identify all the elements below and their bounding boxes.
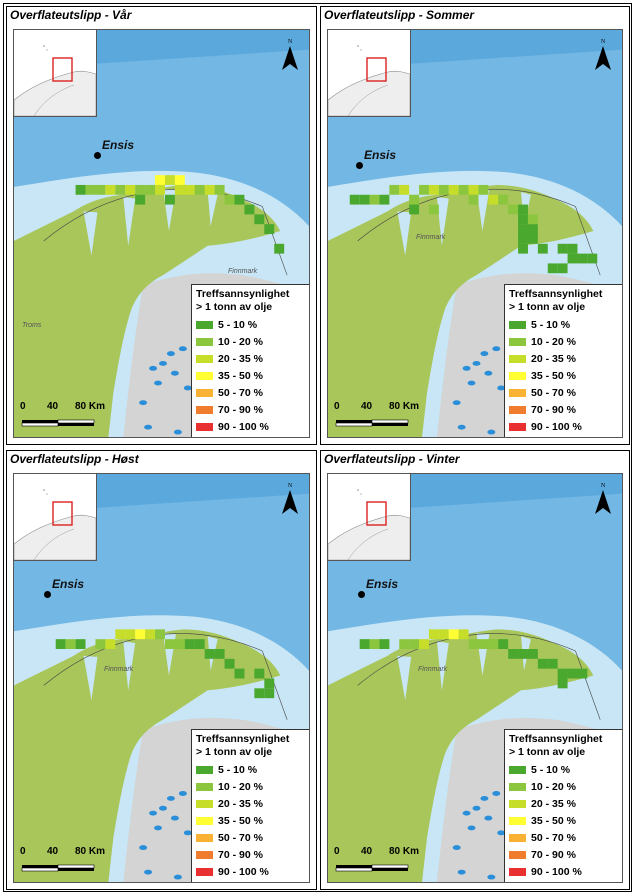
lake — [149, 366, 157, 371]
hit-cell — [264, 224, 274, 234]
hit-cell — [235, 195, 245, 205]
legend-label: 50 - 70 % — [531, 831, 576, 844]
legend-swatch — [509, 817, 526, 825]
lake — [139, 845, 147, 850]
legend-swatch — [196, 372, 213, 380]
scale-tick-80: 80 Km — [75, 401, 106, 412]
legend-swatch — [196, 406, 213, 414]
legend-label: 90 - 100 % — [218, 420, 269, 433]
map-area — [13, 29, 310, 438]
scale-tick-80: 80 Km — [389, 846, 420, 857]
lake — [492, 791, 500, 796]
legend-swatch — [196, 338, 213, 346]
legend-label: 50 - 70 % — [218, 831, 263, 844]
scale-tick-0: 0 — [20, 846, 26, 857]
legend-swatch — [509, 851, 526, 859]
legend-item — [509, 778, 618, 795]
legend — [504, 284, 622, 437]
legend-item — [196, 863, 305, 880]
hit-cell — [254, 669, 264, 679]
site-marker — [94, 152, 101, 159]
legend-label: 35 - 50 % — [531, 369, 576, 382]
hit-cell — [76, 639, 86, 649]
hit-cell — [399, 185, 409, 195]
hit-cell — [244, 205, 254, 215]
hit-cell — [498, 195, 508, 205]
legend-swatch — [196, 868, 213, 876]
hit-cell — [538, 244, 548, 254]
hit-cell — [419, 639, 429, 649]
hit-cell — [175, 185, 185, 195]
legend-item — [196, 333, 305, 350]
hit-cell — [125, 185, 135, 195]
hit-cell — [558, 263, 568, 273]
hit-cell — [518, 224, 528, 234]
north-arrow-icon — [592, 480, 614, 516]
hit-cell — [185, 185, 195, 195]
scale-tick-0: 0 — [334, 846, 340, 857]
hit-cell — [429, 629, 439, 639]
lake — [179, 346, 187, 351]
legend-item — [196, 384, 305, 401]
legend-label: 20 - 35 % — [218, 797, 263, 810]
legend-swatch — [509, 321, 526, 329]
legend-swatch — [196, 321, 213, 329]
legend-label: 5 - 10 % — [531, 763, 571, 776]
lake — [167, 796, 175, 801]
hit-cell — [488, 195, 498, 205]
region-label: Finnmark — [418, 666, 448, 673]
hit-cell — [518, 214, 528, 224]
legend-item — [509, 316, 618, 333]
legend-item — [509, 333, 618, 350]
lake — [463, 366, 471, 371]
site-label: Ensis — [52, 577, 85, 591]
legend-item — [196, 367, 305, 384]
lake — [492, 346, 500, 351]
lake — [473, 361, 481, 366]
legend — [191, 729, 309, 882]
north-label: N — [600, 39, 606, 45]
hit-cell — [528, 224, 538, 234]
overview-inset-map — [328, 30, 411, 117]
legend — [191, 284, 309, 437]
hit-cell — [577, 254, 587, 264]
hit-cell — [350, 195, 360, 205]
lake — [154, 381, 162, 386]
legend-swatch — [509, 372, 526, 380]
legend-item — [509, 418, 618, 435]
lake — [468, 381, 476, 386]
hit-cell — [235, 669, 245, 679]
lake — [458, 425, 466, 430]
hit-cell — [508, 649, 518, 659]
legend-swatch — [196, 766, 213, 774]
hit-cell — [155, 185, 165, 195]
lake — [453, 400, 461, 405]
legend-swatch — [509, 783, 526, 791]
lake — [167, 351, 175, 356]
hit-cell — [115, 185, 125, 195]
north-arrow-icon — [279, 36, 301, 72]
scale-tick-80: 80 Km — [75, 846, 106, 857]
hit-cell — [518, 234, 528, 244]
legend-item — [509, 795, 618, 812]
legend-title: Treffsannsynlighet — [509, 288, 603, 300]
lake — [174, 875, 182, 880]
legend-label: 10 - 20 % — [218, 780, 263, 793]
lake — [144, 425, 152, 430]
legend-item — [196, 418, 305, 435]
hit-cell — [165, 639, 175, 649]
hit-cell — [56, 639, 66, 649]
legend-swatch — [509, 406, 526, 414]
hit-cell — [165, 195, 175, 205]
lake — [484, 371, 492, 376]
scale-tick-40: 40 — [47, 401, 59, 412]
panel-title: Overflateutslipp - Vår — [10, 8, 132, 22]
map-panel — [320, 450, 630, 890]
scale-bar — [20, 401, 112, 427]
legend-label: 70 - 90 % — [531, 848, 576, 861]
hit-cell — [205, 185, 215, 195]
lake — [154, 825, 162, 830]
legend-label: 35 - 50 % — [218, 369, 263, 382]
hit-cell — [469, 195, 479, 205]
hit-cell — [254, 688, 264, 698]
hit-cell — [360, 639, 370, 649]
hit-cell — [370, 195, 380, 205]
hit-cell — [399, 639, 409, 649]
hit-cell — [145, 629, 155, 639]
legend-title: Treffsannsynlighet — [509, 733, 603, 745]
hit-cell — [429, 185, 439, 195]
legend-swatch — [196, 423, 213, 431]
hit-cell — [264, 688, 274, 698]
lake — [487, 430, 495, 435]
legend-swatch — [196, 834, 213, 842]
north-label: N — [287, 483, 293, 489]
lake — [480, 796, 488, 801]
hit-cell — [528, 214, 538, 224]
scale-tick-40: 40 — [47, 846, 59, 857]
hit-cell — [518, 649, 528, 659]
hit-cell — [360, 195, 370, 205]
site-label: Ensis — [364, 148, 397, 162]
lake — [468, 825, 476, 830]
legend-label: 20 - 35 % — [531, 352, 576, 365]
map-area — [327, 473, 623, 883]
panel-title: Overflateutslipp - Vinter — [324, 452, 460, 466]
hit-cell — [76, 185, 86, 195]
hit-cell — [225, 659, 235, 669]
legend-item — [509, 846, 618, 863]
legend-item — [509, 401, 618, 418]
hit-cell — [105, 639, 115, 649]
hit-cell — [86, 185, 96, 195]
site-marker — [358, 591, 365, 598]
hit-cell — [95, 639, 105, 649]
lake — [487, 875, 495, 880]
legend-label: 90 - 100 % — [218, 865, 269, 878]
legend-label: 20 - 35 % — [531, 797, 576, 810]
legend-swatch — [509, 766, 526, 774]
hit-cell — [135, 185, 145, 195]
legend-item — [196, 350, 305, 367]
legend-swatch — [509, 389, 526, 397]
hit-cell — [409, 639, 419, 649]
hit-cell — [155, 629, 165, 639]
hit-cell — [145, 185, 155, 195]
legend-subtitle: > 1 tonn av olje — [196, 301, 273, 313]
hit-cell — [439, 185, 449, 195]
hit-cell — [175, 639, 185, 649]
hit-cell — [449, 185, 459, 195]
scale-tick-0: 0 — [334, 401, 340, 412]
lake — [149, 811, 157, 816]
lake — [179, 791, 187, 796]
hit-cell — [568, 244, 578, 254]
hit-cell — [389, 185, 399, 195]
legend-item — [196, 316, 305, 333]
legend-label: 5 - 10 % — [531, 318, 571, 331]
hit-cell — [558, 244, 568, 254]
legend-item — [509, 350, 618, 367]
site-label: Ensis — [366, 577, 399, 591]
hit-cell — [587, 254, 597, 264]
panel-title: Overflateutslipp - Høst — [10, 452, 139, 466]
legend-label: 35 - 50 % — [531, 814, 576, 827]
hit-cell — [105, 185, 115, 195]
lake — [171, 371, 179, 376]
region-label: Finnmark — [228, 268, 258, 275]
legend-label: 5 - 10 % — [218, 763, 258, 776]
legend-swatch — [196, 389, 213, 397]
legend-subtitle: > 1 tonn av olje — [509, 301, 586, 313]
legend-label: 10 - 20 % — [531, 335, 576, 348]
scale-bar-graphic — [334, 419, 426, 427]
site-marker — [356, 162, 363, 169]
legend-item — [509, 812, 618, 829]
legend-item — [196, 846, 305, 863]
legend-swatch — [509, 338, 526, 346]
hit-cell — [225, 195, 235, 205]
overview-inset-map — [14, 30, 97, 117]
map-area — [327, 29, 623, 438]
hit-cell — [429, 205, 439, 215]
legend-swatch — [196, 800, 213, 808]
legend-label: 90 - 100 % — [531, 865, 582, 878]
hit-cell — [508, 205, 518, 215]
hit-cell — [215, 185, 225, 195]
lake — [144, 870, 152, 875]
legend — [504, 729, 622, 882]
overview-inset-map — [328, 474, 411, 561]
hit-cell — [488, 639, 498, 649]
legend-swatch — [196, 817, 213, 825]
hit-cell — [379, 639, 389, 649]
legend-swatch — [509, 834, 526, 842]
hit-cell — [478, 185, 488, 195]
hit-cell — [459, 185, 469, 195]
panel-title: Overflateutslipp - Sommer — [324, 8, 475, 22]
legend-label: 50 - 70 % — [531, 386, 576, 399]
site-marker — [44, 591, 51, 598]
scale-bar-graphic — [334, 864, 426, 872]
legend-label: 50 - 70 % — [218, 386, 263, 399]
hit-cell — [215, 649, 225, 659]
lake — [139, 400, 147, 405]
north-label: N — [287, 39, 293, 45]
lake — [473, 806, 481, 811]
hit-cell — [538, 659, 548, 669]
hit-cell — [568, 254, 578, 264]
hit-cell — [205, 649, 215, 659]
map-panel — [6, 450, 317, 890]
scale-bar-graphic — [20, 864, 112, 872]
legend-swatch — [196, 355, 213, 363]
legend-subtitle: > 1 tonn av olje — [509, 746, 586, 758]
hit-cell — [95, 185, 105, 195]
hit-cell — [419, 185, 429, 195]
lake — [453, 845, 461, 850]
lake — [484, 816, 492, 821]
scale-tick-40: 40 — [361, 401, 373, 412]
legend-item — [509, 384, 618, 401]
hit-cell — [135, 629, 145, 639]
legend-item — [196, 778, 305, 795]
map-panel — [320, 6, 630, 445]
legend-swatch — [509, 800, 526, 808]
hit-cell — [66, 639, 76, 649]
lake — [171, 816, 179, 821]
site-label: Ensis — [102, 138, 135, 152]
legend-title: Treffsannsynlighet — [196, 288, 290, 300]
hit-cell — [518, 244, 528, 254]
hit-cell — [548, 659, 558, 669]
hit-cell — [558, 678, 568, 688]
hit-cell — [449, 629, 459, 639]
legend-item — [196, 795, 305, 812]
hit-cell — [568, 669, 578, 679]
hit-cell — [195, 185, 205, 195]
scale-tick-40: 40 — [361, 846, 373, 857]
legend-label: 20 - 35 % — [218, 352, 263, 365]
scale-bar — [20, 846, 112, 872]
hit-cell — [115, 629, 125, 639]
scale-tick-80: 80 Km — [389, 401, 420, 412]
scale-bar — [334, 846, 426, 872]
map-panel — [6, 6, 317, 445]
hit-cell — [518, 205, 528, 215]
hit-cell — [165, 175, 175, 185]
hit-cell — [498, 639, 508, 649]
hit-cell — [558, 669, 568, 679]
map-area — [13, 473, 310, 883]
legend-item — [509, 829, 618, 846]
legend-label: 70 - 90 % — [218, 848, 263, 861]
legend-item — [196, 812, 305, 829]
legend-label: 35 - 50 % — [218, 814, 263, 827]
legend-swatch — [196, 783, 213, 791]
scale-tick-0: 0 — [20, 401, 26, 412]
lake — [174, 430, 182, 435]
legend-item — [196, 829, 305, 846]
hit-cell — [478, 639, 488, 649]
legend-title: Treffsannsynlighet — [196, 733, 290, 745]
lake — [159, 806, 167, 811]
legend-label: 70 - 90 % — [218, 403, 263, 416]
hit-cell — [409, 205, 419, 215]
hit-cell — [577, 669, 587, 679]
legend-label: 70 - 90 % — [531, 403, 576, 416]
legend-label: 10 - 20 % — [531, 780, 576, 793]
lake — [458, 870, 466, 875]
region-label: Finnmark — [416, 234, 446, 241]
hit-cell — [264, 678, 274, 688]
hit-cell — [528, 234, 538, 244]
legend-label: 90 - 100 % — [531, 420, 582, 433]
hit-cell — [469, 185, 479, 195]
scale-bar — [334, 401, 426, 427]
lake — [159, 361, 167, 366]
legend-swatch — [509, 355, 526, 363]
lake — [463, 811, 471, 816]
hit-cell — [254, 214, 264, 224]
hit-cell — [185, 639, 195, 649]
overview-inset-map — [14, 474, 97, 561]
hit-cell — [528, 649, 538, 659]
hit-cell — [274, 244, 284, 254]
hit-cell — [469, 639, 479, 649]
north-label: N — [600, 483, 606, 489]
legend-swatch — [509, 868, 526, 876]
legend-item — [509, 761, 618, 778]
legend-label: 10 - 20 % — [218, 335, 263, 348]
hit-cell — [155, 175, 165, 185]
hit-cell — [409, 195, 419, 205]
lake — [480, 351, 488, 356]
legend-item — [196, 761, 305, 778]
scale-bar-graphic — [20, 419, 112, 427]
region-label: Finnmark — [104, 666, 134, 673]
legend-subtitle: > 1 tonn av olje — [196, 746, 273, 758]
hit-cell — [125, 629, 135, 639]
hit-cell — [195, 639, 205, 649]
legend-swatch — [196, 851, 213, 859]
north-arrow-icon — [279, 480, 301, 516]
hit-cell — [175, 175, 185, 185]
region-label: Troms — [22, 322, 42, 329]
hit-cell — [370, 639, 380, 649]
hit-cell — [439, 629, 449, 639]
hit-cell — [459, 629, 469, 639]
hit-cell — [548, 263, 558, 273]
legend-item — [509, 863, 618, 880]
hit-cell — [135, 195, 145, 205]
legend-item — [196, 401, 305, 418]
legend-swatch — [509, 423, 526, 431]
north-arrow-icon — [592, 36, 614, 72]
legend-item — [509, 367, 618, 384]
hit-cell — [379, 195, 389, 205]
legend-label: 5 - 10 % — [218, 318, 258, 331]
